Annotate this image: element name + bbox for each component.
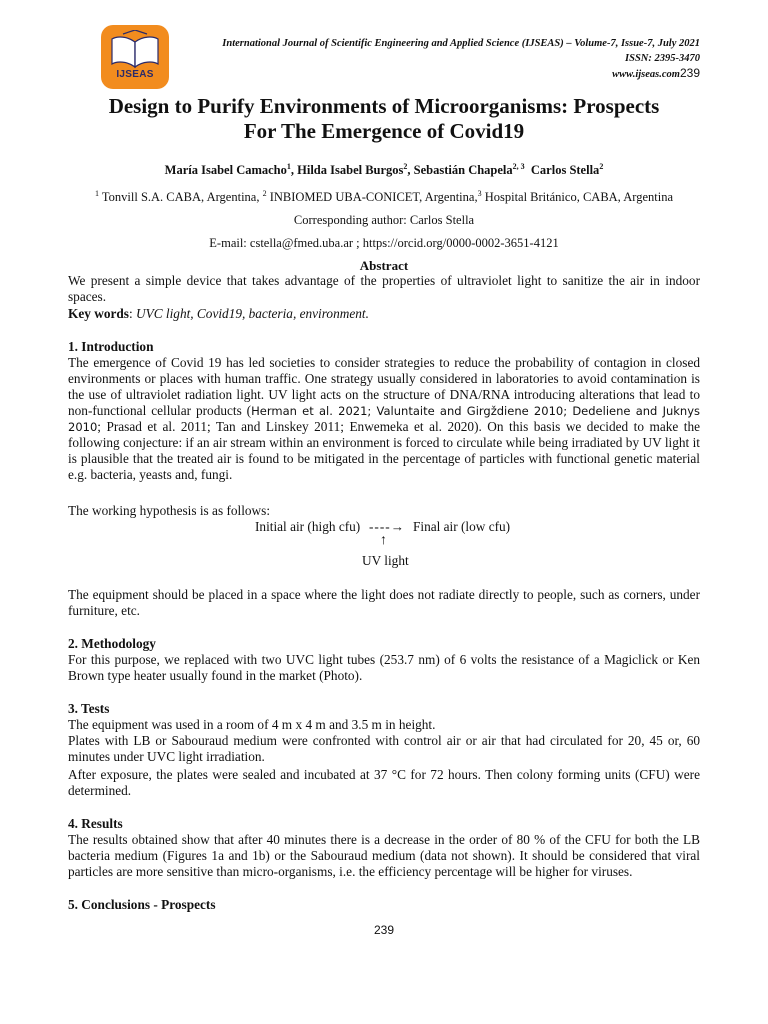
tests-line-2: Plates with LB or Sabouraud medium were confronted with control air or air that had circulated for 20, 45 or, 60 minutes under UVC light irradiation. (68, 733, 700, 764)
author-name: Hilda Isabel Burgos (297, 163, 404, 177)
up-arrow-icon: ↑ (380, 533, 387, 548)
author-sup: 2 (599, 161, 604, 171)
affil-sup: 3 (477, 188, 482, 198)
intro-text-b: ; Prasad et al. 2011; Tan and Linskey 2011; Enwemeka et al. 2020). On this basis we decided to make the following conjecture: if an air stream within an environment is forced to circulate while being irradiated by UV light it is plausible that the treated air is found to be mitigated in the percentage of particles with functional genetic material e.g. bacteria, yeasts and, fungi. (68, 419, 700, 482)
author-sup: 2 (403, 161, 408, 171)
author-list: María Isabel Camacho$^1$, Hilda Isabel Burgos$^2$, Sebastián Chapela$^{2, 3}$ Carlos Stella$^2$ (164, 161, 604, 177)
placement-paragraph: The equipment should be placed in a space where the light does not radiate directly to people, such as corners, under furniture, etc. (68, 587, 700, 618)
section-heading-tests: 3. Tests (68, 701, 110, 716)
intro-references: Herman et al. 2021; Valuntaite and Girgždiene 2010; Dedeliene and Juknys 2010 (68, 404, 701, 434)
affil-2: INBIOMED UBA-CONICET, Argentina, (266, 190, 478, 204)
hypothesis-initial: Initial air (high cfu) (255, 519, 361, 534)
hypothesis-uv: UV light (362, 553, 409, 568)
affiliations (60, 190, 708, 205)
website-link[interactable]: www.ijseas.com (612, 69, 680, 80)
abstract-heading: Abstract (359, 258, 409, 273)
footer-page-number: 239 (373, 923, 395, 937)
title-line-1: Design to Purify Environments of Microorganisms: Prospects (108, 94, 660, 118)
methodology-text: For this purpose, we replaced with two UVC light tubes (253.7 nm) of 6 volts the resistance of a Magiclick or Ken Brown type heater usually found in the market (Photo). (68, 652, 700, 683)
author-name: Sebastián Chapela (413, 163, 513, 177)
keywords-value: UVC light, Covid19, bacteria, environment. (135, 306, 369, 321)
paper-title (60, 94, 708, 144)
journal-logo (101, 25, 169, 89)
hypothesis-intro: The working hypothesis is as follows: (68, 503, 271, 518)
issn: ISSN: 2395-3470 (625, 53, 700, 64)
open-book-icon (109, 30, 161, 70)
results-text: The results obtained show that after 40 minutes there is a decrease in the order of 80 % of the CFU for both the LB bacteria medium (Figures 1a and 1b) or the Sabouraud medium (data not shown). It should be considered that viral particles are more sensitive than micro-organisms, i.e. the efficiency percentage will be higher for viruses. (68, 832, 700, 879)
abstract-text: We present a simple device that takes advantage of the properties of ultraviolet light to sanitize the air in indoor spaces. (68, 273, 700, 304)
header-page-number: 239 (679, 66, 700, 80)
keywords-label: Key words (68, 306, 129, 321)
intro-paragraph (68, 355, 700, 483)
hypothesis-final: Final air (low cfu) (413, 519, 511, 534)
logo-text: IJSEAS (116, 69, 154, 80)
intro-text-a: The emergence of Covid 19 has led societies to consider strategies to reduce the probability of contagion in closed environments or places with human traffic. One strategy usually considered in laboratories to avoid contamination is the use of ultraviolet radiation light. UV light acts on the structure of DNA/RNA introducing alterations that lead to non-functional cellular products ( (68, 355, 700, 418)
section-heading-methodology: 2. Methodology (68, 636, 156, 651)
author-sup: 1 (286, 161, 291, 171)
section-heading-introduction: 1. Introduction (68, 339, 154, 354)
journal-line: International Journal of Scientific Engineering and Applied Science (IJSEAS) – Volume-7, Issue-7, July 2021 (222, 38, 700, 49)
author-name: Carlos Stella (530, 163, 600, 177)
hypothesis-arrow: ----→ (369, 519, 406, 534)
author-sup: 2, 3 (512, 161, 525, 171)
affil-1: Tonvill S.A. CABA, Argentina, (98, 190, 263, 204)
affil-sup: 2 (262, 188, 267, 198)
title-line-2: For The Emergence of Covid19 (243, 119, 525, 143)
affil-3: Hospital Británico, CABA, Argentina (481, 190, 673, 204)
affil-sup: 1 (94, 188, 99, 198)
contact-email[interactable]: E-mail: cstella@fmed.uba.ar ; https://orcid.org/0000-0002-3651-4121 (209, 236, 559, 250)
tests-line-1: The equipment was used in a room of 4 m x 4 m and 3.5 m in height. (68, 717, 436, 732)
tests-line-3: After exposure, the plates were sealed and incubated at 37 °C for 72 hours. Then colony forming units (CFU) were determined. (68, 767, 700, 798)
section-heading-conclusions: 5. Conclusions - Prospects (68, 897, 216, 912)
journal-header (222, 36, 700, 82)
keywords: Key words: UVC light, Covid19, bacteria, environment. (68, 306, 369, 321)
author-name: María Isabel Camacho (164, 163, 287, 177)
section-heading-results: 4. Results (68, 816, 123, 831)
website-line (222, 66, 700, 82)
corresponding-author: Corresponding author: Carlos Stella (293, 213, 475, 227)
